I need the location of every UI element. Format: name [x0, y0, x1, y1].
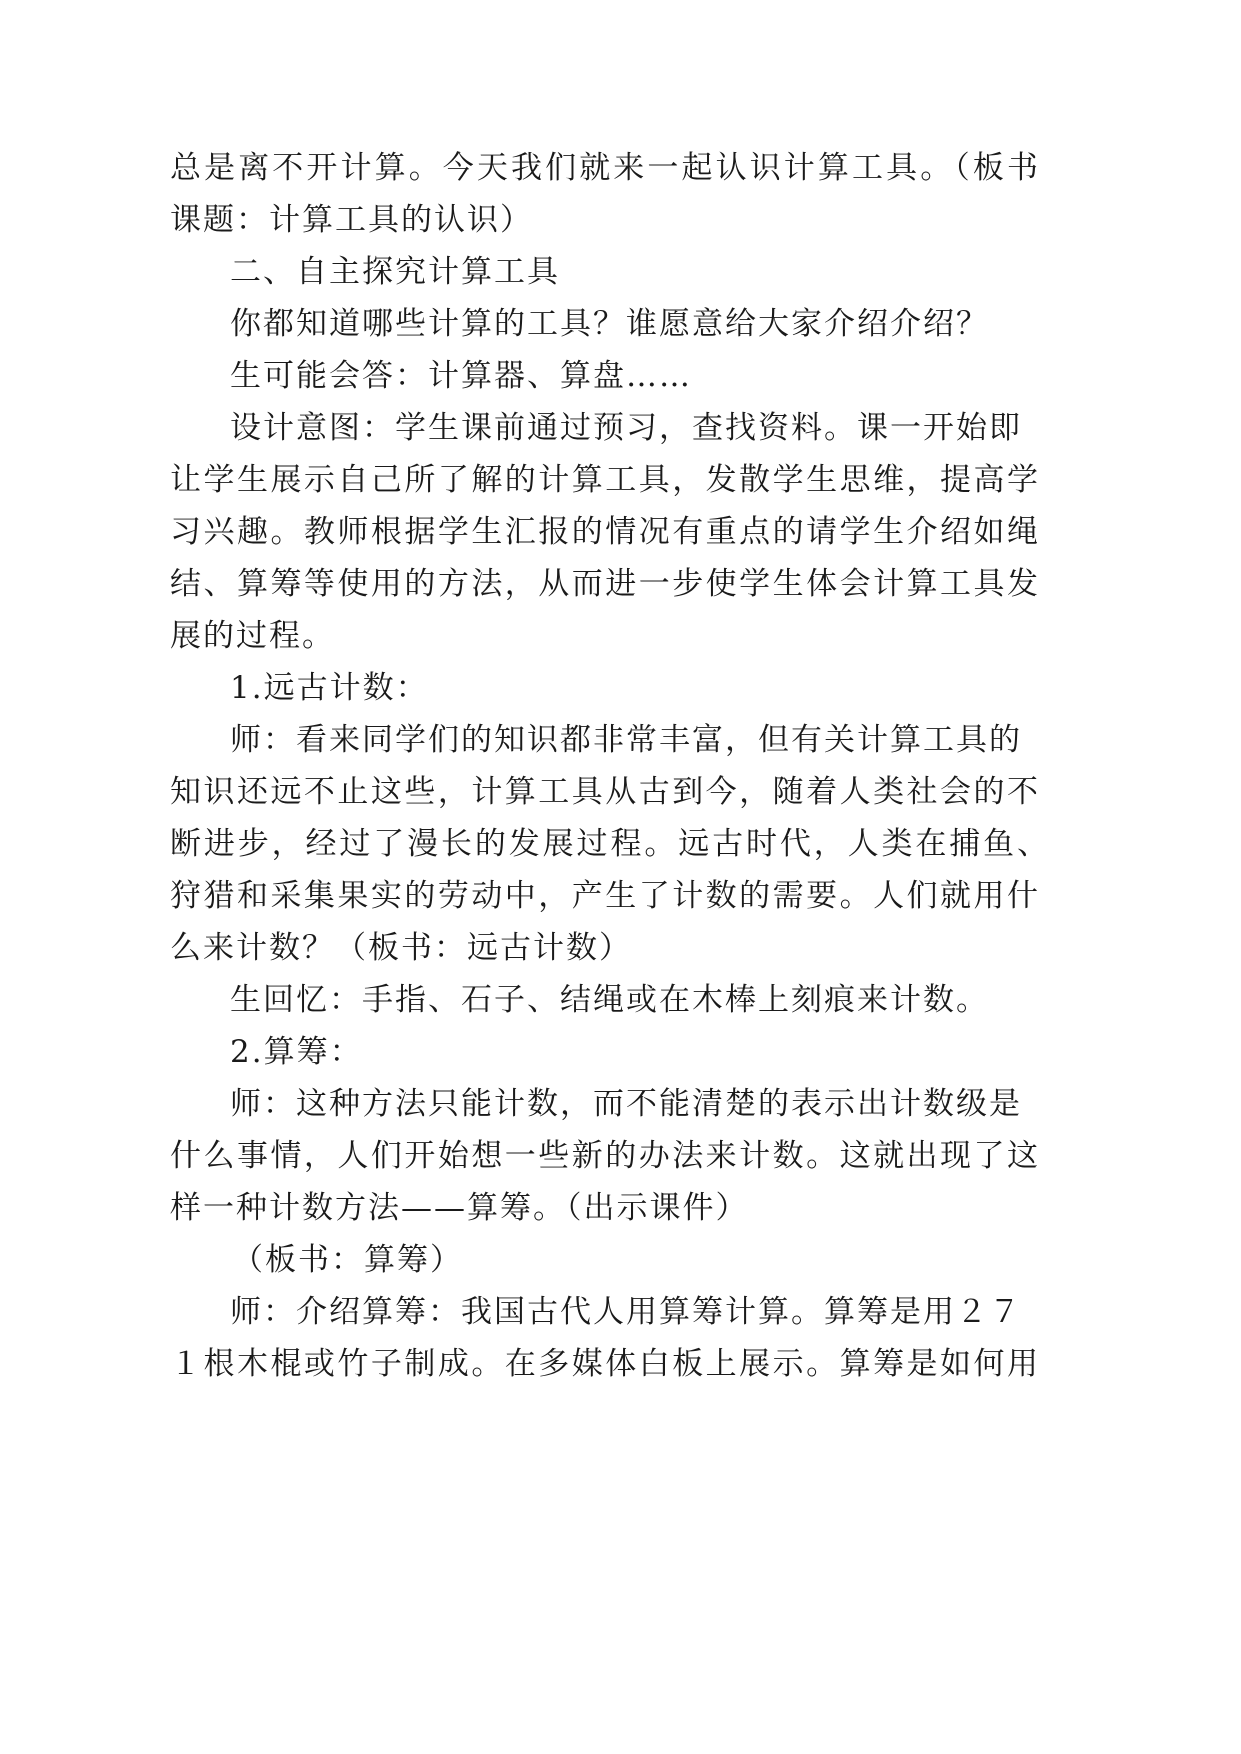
section-heading: 二、自主探究计算工具 — [230, 254, 560, 290]
text-line: 师：介绍算筹：我国古代人用算筹计算。算筹是用２７ — [230, 1294, 1022, 1330]
text-line: 展的过程。 — [170, 618, 335, 654]
text-line: （板书：算筹） — [232, 1242, 463, 1278]
text-line: 你都知道哪些计算的工具？谁愿意给大家介绍介绍？ — [230, 306, 989, 342]
text-line: 什么事情，人们开始想一些新的办法来计数。这就出现了这 — [170, 1138, 1040, 1174]
text-line: 师：这种方法只能计数，而不能清楚的表示出计数级是 — [230, 1086, 1022, 1122]
text-line: 断进步，经过了漫长的发展过程。远古时代，人类在捕鱼、 — [170, 826, 1050, 862]
text-line: 师：看来同学们的知识都非常丰富，但有关计算工具的 — [230, 722, 1022, 758]
text-line: １根木棍或竹子制成。在多媒体白板上展示。算筹是如何用 — [170, 1346, 1040, 1382]
text-line: 生回忆：手指、石子、结绳或在木棒上刻痕来计数。 — [230, 982, 989, 1018]
subsection-heading: 1.远古计数： — [230, 670, 429, 706]
subsection-heading: 2.算筹： — [230, 1034, 363, 1070]
text-line: 知识还远不止这些，计算工具从古到今，随着人类社会的不 — [170, 774, 1040, 810]
text-line: 设计意图：学生课前通过预习，查找资料。课一开始即 — [230, 410, 1022, 446]
text-line: 结、算筹等使用的方法，从而进一步使学生体会计算工具发 — [170, 566, 1040, 602]
text-line: 么来计数？（板书：远古计数） — [170, 930, 632, 966]
text-line: 样一种计数方法——算筹。（出示课件） — [170, 1190, 749, 1226]
text-line: 课题：计算工具的认识） — [170, 202, 533, 238]
text-line: 总是离不开计算。今天我们就来一起认识计算工具。（板书 — [170, 150, 1040, 186]
text-line: 让学生展示自己所了解的计算工具，发散学生思维，提高学 — [170, 462, 1040, 498]
text-line: 狩猎和采集果实的劳动中，产生了计数的需要。人们就用什 — [170, 878, 1040, 914]
text-line: 习兴趣。教师根据学生汇报的情况有重点的请学生介绍如绳 — [170, 514, 1040, 550]
text-line: 生可能会答：计算器、算盘…… — [230, 358, 692, 394]
